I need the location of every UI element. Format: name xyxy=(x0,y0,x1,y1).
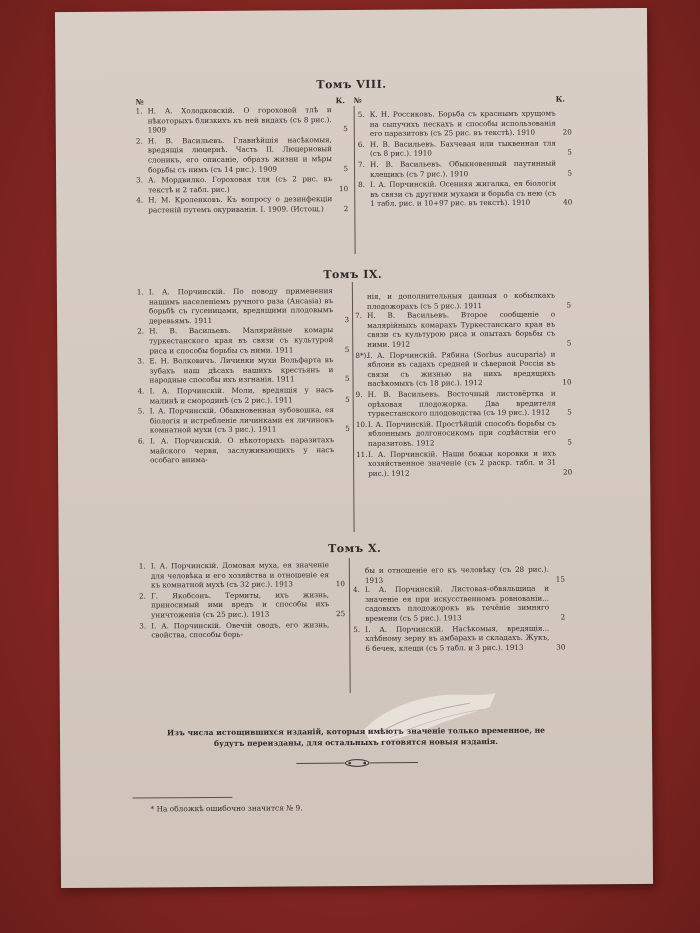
entry-number: 1. xyxy=(138,561,146,571)
entry-price: 5 xyxy=(566,338,572,348)
publication-entry xyxy=(353,584,565,624)
entry-number: 8*). xyxy=(355,350,369,360)
column-divider xyxy=(349,558,351,693)
publication-entry xyxy=(137,355,349,385)
publication-entry xyxy=(353,623,565,653)
reprint-note-line-1: Изъ числа истощившихся изданій, которыя имѣютъ значеніе только временное, не xyxy=(166,725,546,738)
entry-number: 8. xyxy=(358,180,366,190)
entry-number: 11. xyxy=(356,449,368,459)
entry-price: 20 xyxy=(562,467,573,477)
entry-text: Н. В. Васильевъ. Бахчевая или тыквенная тля (съ 8 рис.). 1910 xyxy=(369,138,556,159)
entry-number: 3. xyxy=(137,356,145,366)
entry-text: Н. А. Холодковскій. О гороховой тлѣ и нѣкоторыхъ близкихъ къ ней видахъ (съ 8 рис.). 1909 xyxy=(147,105,332,135)
volume-x-title: Томъ X. xyxy=(328,541,382,556)
volume-ix-left-column xyxy=(137,286,350,466)
entry-price: 5 xyxy=(343,124,348,134)
entry-price: 5 xyxy=(345,424,350,434)
entry-text: Г. Якобсонъ. Термиты, ихъ жизнь, приносимый ими вредъ и способы ихъ уничтоженія (съ 25 рис.). 1913 xyxy=(150,589,330,620)
entry-text: Н. В. Васильевъ. Малярийные комары туркестанского края въ связи съ культурой риса и способы борьбы съ ними. 1911 xyxy=(149,325,334,355)
decorative-rule-ornament xyxy=(282,757,432,768)
publication-entry xyxy=(136,135,348,175)
publication-entry xyxy=(358,179,572,209)
entry-text: I. А. Порчинскій. Простѣйшій способъ борьбы съ яблоннымъ долгоносикомъ при содѣйствіи его паразитовъ. 1912 xyxy=(367,418,556,448)
volume-viii-title: Томъ VIII. xyxy=(316,77,387,92)
entry-price: 5 xyxy=(567,168,573,178)
publication-entry xyxy=(136,174,348,195)
publication-entry xyxy=(358,138,572,159)
publication-entry xyxy=(139,620,345,641)
entry-price: 5 xyxy=(567,407,572,417)
entry-number: 5. xyxy=(357,109,365,119)
entry-price: 2 xyxy=(343,203,349,214)
volume-viii-left-column xyxy=(136,105,349,216)
entry-text: Н. В. Васильевъ. Второе сообщеніе о малярійныхъ комарахъ Туркестанскаго края въ связи съ культурою риса и опытахъ борьбы съ ними. 1912 xyxy=(367,309,556,349)
entry-price: 15 xyxy=(555,574,565,584)
entry-text: I. А. Порчинскій. Рябина (Sorbus aucuparia) и яблоня въ садахъ средней и сѣверной Россіи въ связи съ жизнью на нихъ вредящихъ насѣкомыхъ (съ 18 рис.). 1912 xyxy=(367,349,556,389)
entry-text: I. А. Порчинскій. Насѣкомыя, вредящія... хлѣбному зерну въ амбарахъ и складахъ. Жукъ, 6 бечек, клещи (съ 5 табл. и 3 рис.). 1913 xyxy=(365,623,550,653)
entry-number: 4. xyxy=(136,195,144,205)
entry-number: 9. xyxy=(355,389,363,399)
entry-text: I. А. Порчинскій. Овечій оводъ, его жизнь, свойства, способы борь- xyxy=(151,619,330,640)
reprint-note xyxy=(100,724,612,750)
continued-entry xyxy=(355,290,571,311)
document-page xyxy=(55,8,653,888)
entry-text: Н. В. Васильевъ. Восточный листовёртка и орѣховая плодожорка. Два вредителя туркестанского плодоводства (съ 19 рис.). 1912 xyxy=(367,388,556,419)
entry-price: 5 xyxy=(345,394,350,404)
entry-text: А. Мордвилко. Гороховая тля (съ 2 рис. въ текстѣ и 2 табл. рис.) xyxy=(148,174,333,195)
publication-entry xyxy=(138,405,350,435)
publication-entry xyxy=(356,448,572,478)
publication-entry xyxy=(356,388,572,418)
entry-text: нія, и дополнительныя данныя о кобылкахъ плодожорахъ (съ 5 рис.). 1911 xyxy=(366,290,555,311)
publication-entry xyxy=(136,194,348,215)
entry-number: 2. xyxy=(138,591,146,601)
entry-text: I. А. Порчинскій. О нѣкоторыхъ паразитахъ майского червя, заслуживающихъ у насъ особаго внима- xyxy=(149,435,335,465)
entry-price: 25 xyxy=(335,609,346,619)
left-price-header: К. xyxy=(335,96,346,106)
entry-number: 5. xyxy=(353,624,361,634)
entry-number: 7. xyxy=(355,311,362,321)
entry-text: Е. Н. Волковичъ. Личинки мухи Вольфарта въ зубахъ наш дѣсахъ нашихъ крестьянъ и народные способы ихъ изгнанія. 1911 xyxy=(149,355,334,385)
right-price-header: К. xyxy=(555,94,566,104)
entry-text: I. А. Порчинскій. По поводу применения нашимъ населеніемъ ручного раза (Ансаsia) въ борьбѣ съ гусеницами, вредящими плодовымъ деревьямъ. 1911 xyxy=(148,286,334,326)
entry-number: 3. xyxy=(139,621,147,631)
entry-price: 10 xyxy=(335,579,345,589)
entry-price: 5 xyxy=(344,344,350,354)
entry-number: 7. xyxy=(357,159,365,169)
publication-entry xyxy=(356,418,572,448)
entry-text: I. А. Порчинскій. Домовая муха, ея значеніе для человѣка и его хозяйства и отношеніе ея къ комнатной мухѣ (съ 32 рис.). 1913 xyxy=(150,560,329,590)
footnote-rule xyxy=(132,797,232,799)
right-number-header: № xyxy=(353,95,362,105)
entry-text: бы и отношеніе его къ человѣку (съ 28 рис.). 1913 xyxy=(364,564,549,585)
entry-number: 4. xyxy=(352,585,360,595)
publication-entry xyxy=(358,108,572,138)
volume-viii-right-column xyxy=(358,108,573,209)
entry-price: 5 xyxy=(344,374,350,384)
entry-text: I. А. Порчинскій. Листовая-обвяльщица и значеніе ея при искусственномъ ровнованіи... садовыхъ плодожорокъ въ течёніе зимняго времени (съ 5 рис.). 1913 xyxy=(364,583,550,623)
column-divider xyxy=(354,106,356,254)
entry-text: I. А. Порчинскій. Осенняя жигалка, ея біологія въ связи съ другими мухами и борьба съ нею (съ 1 табл. рис. и 10+97 рис. въ текстѣ). 1910 xyxy=(370,178,557,209)
entry-price: 30 xyxy=(556,642,566,652)
entry-number: 1. xyxy=(135,106,143,116)
entry-number: 1. xyxy=(136,287,144,297)
entry-number: 2. xyxy=(135,136,143,146)
entry-text: I. А. Порчинскій. Обыкновенная зубовошка, ея біологія и истребленіе личинками ея личинокъ комнатной мухи (съ 3 рис.). 1911 xyxy=(149,405,334,435)
entry-price: 10 xyxy=(338,183,349,193)
entry-text: К. Н. Россиковъ. Борьба съ краснымъ хрущомъ на сыпучихъ пескахъ и способы использованія его паразитовъ (съ 25 рис. въ текстѣ). 1910 xyxy=(369,108,556,139)
entry-number: 4. xyxy=(137,386,145,396)
publication-entry xyxy=(136,105,348,135)
entry-price: 20 xyxy=(562,127,572,137)
entry-text: Н. В. Васильевъ. Обыкновенный паутинный клещикъ (съ 7 рис.). 1910 xyxy=(369,158,557,179)
publication-entry xyxy=(138,385,350,406)
entry-text: Н. М. Кроленковъ. Къ вопросу о дезинфекціи растеній путемъ окуриванія. I. 1909. (Истощ.) xyxy=(148,194,333,215)
entry-number: 6. xyxy=(357,139,365,149)
publication-entry xyxy=(355,310,571,350)
entry-price: 10 xyxy=(562,377,572,387)
publication-entry xyxy=(138,435,350,465)
entry-price: 2 xyxy=(560,612,566,622)
publication-entry xyxy=(358,158,572,179)
publication-entry xyxy=(139,560,345,590)
publication-entry xyxy=(355,349,571,389)
entry-price: 5 xyxy=(567,437,572,447)
entry-price: 3 xyxy=(344,314,350,324)
entry-text: Н. В. Васильевъ. Главнѣйшія насѣкомыя, вредящія люцернѣ. Часть II. Люцерновый слоникъ, его описаніе, образъ жизни и мѣры борьбы съ нимъ (съ 14 рис.). 1909 xyxy=(147,134,333,174)
volume-x-left-column xyxy=(139,560,346,641)
entry-price: 5 xyxy=(343,163,349,173)
entry-price: 5 xyxy=(567,147,572,157)
entry-text: I. А. Порчинскій. Наши божьи коровки и ихъ хозяйственное значеніе (съ 2 раскр. табл. и 31 рис.). 1912 xyxy=(368,448,557,478)
entry-number: 5. xyxy=(137,406,145,416)
publication-entry xyxy=(137,325,349,355)
entry-number: 2. xyxy=(137,326,145,336)
entry-price: 5 xyxy=(566,300,572,310)
continued-entry xyxy=(353,565,565,586)
entry-number: 10. xyxy=(355,419,368,429)
entry-price: 40 xyxy=(563,197,573,207)
publication-entry xyxy=(139,590,345,620)
entry-text: I. А. Порчинскій. Моли, вредящія у насъ малинѣ и смородинѣ (съ 2 рис.). 1911 xyxy=(149,385,334,405)
volume-x-right-column xyxy=(353,565,566,655)
publication-entry xyxy=(137,286,349,326)
left-number-header: № xyxy=(135,97,144,107)
reprint-note-line-2: будутъ переизданы, для остальныхъ готовятся новыя изданія. xyxy=(214,737,499,748)
volume-ix-right-column xyxy=(355,290,572,479)
entry-number: 6. xyxy=(137,436,145,446)
volume-ix-title: Томъ IX. xyxy=(323,267,383,282)
footnote: * На обложкѣ ошибочно значится № 9. xyxy=(150,803,303,814)
entry-number: 3. xyxy=(136,175,144,185)
